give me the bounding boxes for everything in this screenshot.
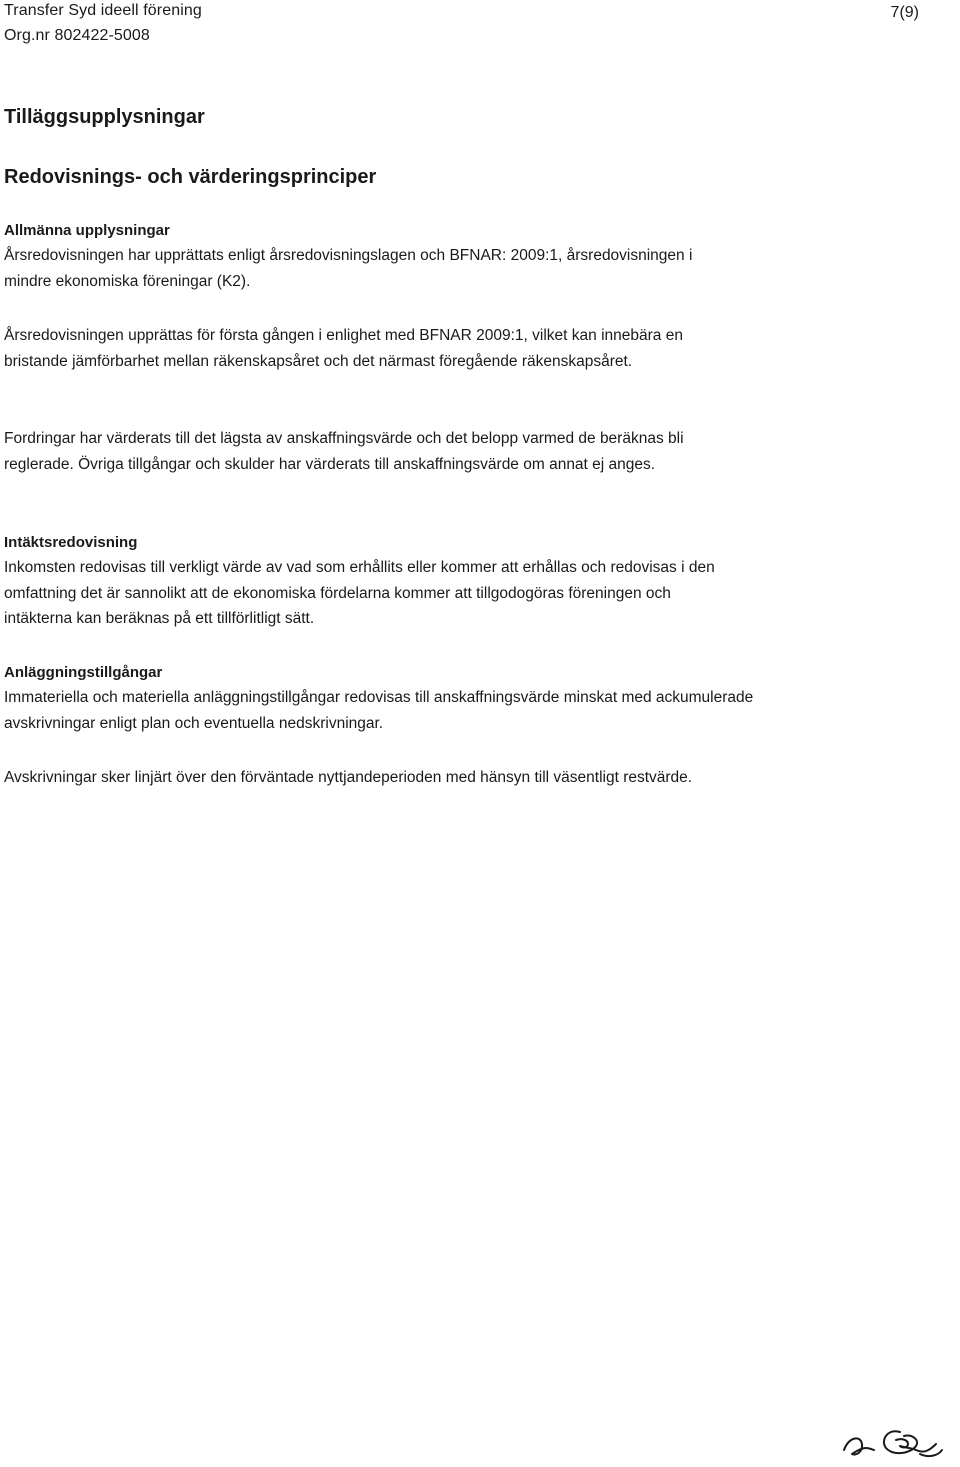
receivables-paragraph-block bbox=[4, 426, 794, 477]
page-title: Tilläggsupplysningar bbox=[4, 106, 205, 128]
fixed-assets-paragraph-2: Avskrivningar sker linjärt över den förväntade nyttjandeperioden med hänsyn till väsentligt restvärde. bbox=[4, 769, 693, 786]
fixed-assets-heading: Anläggningstillgångar bbox=[4, 664, 163, 681]
revenue-paragraph: Inkomsten redovisas till verkligt värde av vad som erhållits eller kommer att erhållas och redovisas i den omfattning det är sannolikt att de ekonomiska fördelarna kommer att tillgodogöras föreningen och intäkterna kan beräknas på ett tillförlitligt sätt. bbox=[4, 559, 715, 627]
first-time-paragraph-block bbox=[4, 323, 794, 374]
revenue-block bbox=[4, 531, 794, 632]
section-title: Redovisnings- och värderingsprinciper bbox=[4, 166, 377, 188]
fixed-assets-paragraph-1: Immateriella och materiella anläggningstillgångar redovisas till anskaffningsvärde minskat med ackumulerade avskrivningar enligt plan och eventuella nedskrivningar. bbox=[4, 689, 754, 732]
page-header bbox=[4, 0, 956, 52]
organization-name: Transfer Syd ideell förening bbox=[4, 2, 202, 19]
fixed-assets-block bbox=[4, 661, 794, 736]
general-info-paragraph-2: Årsredovisningen upprättas för första gången i enlighet med BFNAR 2009:1, vilket kan innebära en bristande jämförbarhet mellan räkenskapsåret och det närmast föregående räkenskapsåret. bbox=[4, 327, 683, 370]
handwritten-signature-icon bbox=[838, 1414, 948, 1466]
general-info-block bbox=[4, 219, 794, 294]
revenue-heading: Intäktsredovisning bbox=[4, 534, 138, 551]
general-info-heading: Allmänna upplysningar bbox=[4, 222, 170, 239]
depreciation-paragraph-block bbox=[4, 765, 794, 791]
general-info-paragraph-3: Fordringar har värderats till det lägsta av anskaffningsvärde och det belopp varmed de beräknas bli reglerade. Övriga tillgångar och skulder har värderats till anskaffningsvärde om annat ej anges. bbox=[4, 430, 684, 473]
organization-number: Org.nr 802422-5008 bbox=[4, 27, 150, 44]
general-info-paragraph-1: Årsredovisningen har upprättats enligt årsredovisningslagen och BFNAR: 2009:1, årsredovisningen i mindre ekonomiska föreningar (K2). bbox=[4, 247, 693, 290]
page-number: 7(9) bbox=[890, 4, 919, 21]
